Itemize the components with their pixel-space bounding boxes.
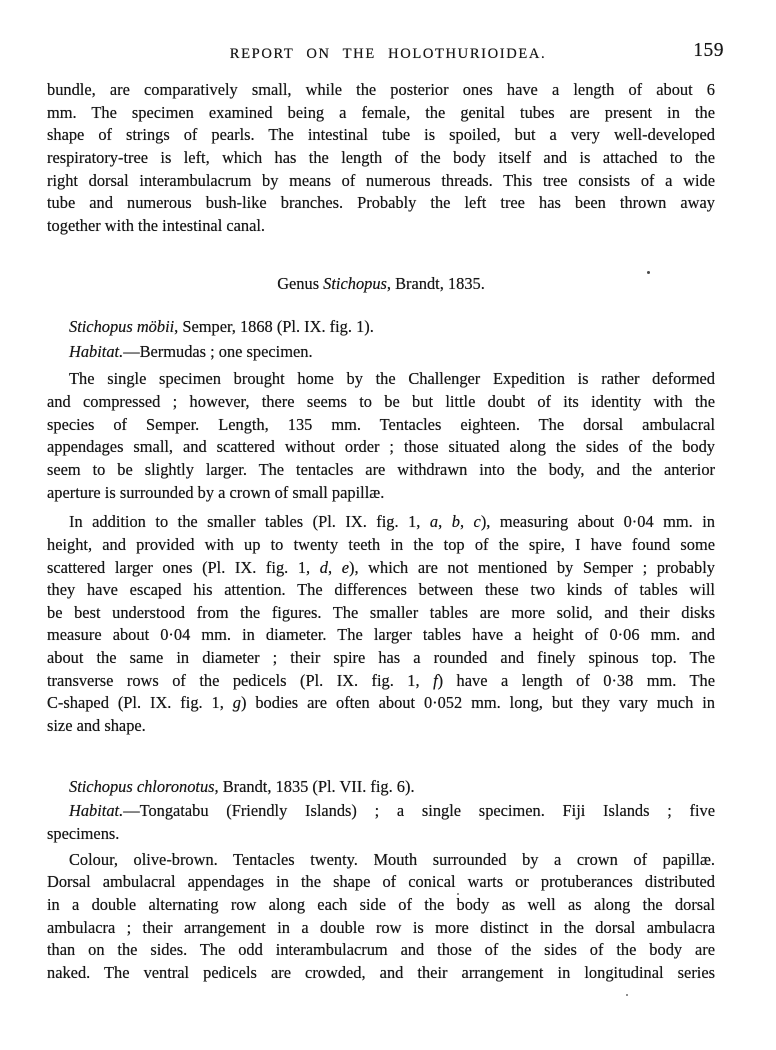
text-line (47, 800, 715, 823)
text-run: ) have a length of 0·38 mm. The (437, 670, 715, 690)
text-line (47, 894, 715, 917)
text-line (47, 459, 715, 482)
text-run: respiratory-tree is left, which has the length of the body itself and is attached to the (47, 147, 715, 167)
species-heading-chloronotus (47, 776, 715, 799)
italic-text-run: f (433, 670, 438, 690)
text-run: , Brandt, 1835. (386, 274, 485, 294)
text-line (47, 871, 715, 894)
text-run: —Bermudas ; one specimen. (123, 341, 313, 361)
text-line (47, 579, 715, 602)
text-run: Dorsal ambulacral appendages in the shape of conical warts or protuberances distributed (47, 872, 715, 892)
text-line (47, 962, 715, 985)
italic-text-run: Stichopus (323, 274, 387, 294)
text-line (47, 124, 715, 147)
text-run: C-shaped (Pl. IX. fig. 1, (47, 693, 233, 713)
page-number: 159 (693, 40, 724, 61)
habitat-mobii (47, 341, 715, 364)
italic-text-run: Habitat. (69, 341, 124, 361)
text-run: size and shape. (47, 716, 146, 736)
scan-speck (626, 994, 628, 996)
text-block (47, 79, 715, 984)
paragraph-chloronotus-description (47, 849, 715, 985)
text-line (47, 102, 715, 125)
text-line (47, 647, 715, 670)
text-run: transverse rows of the pedicels (Pl. IX. fig. 1, (47, 670, 434, 690)
scan-speck (647, 271, 650, 274)
text-line (47, 436, 715, 459)
text-run: In addition to the smaller tables (Pl. IX. fig. 1, (69, 512, 430, 532)
text-run: —Tongatabu (Friendly Islands) ; a single specimen. Fiji Islands ; five (123, 801, 715, 821)
scan-speck (457, 893, 459, 895)
text-line (47, 715, 715, 738)
text-line (47, 602, 715, 625)
habitat-chloronotus (47, 800, 715, 845)
text-line (47, 849, 715, 872)
text-line (47, 692, 715, 715)
text-line (47, 776, 715, 799)
italic-text-run: b (451, 512, 460, 532)
text-line (47, 147, 715, 170)
text-run: bundle, are comparatively small, while the posterior ones have a length of about 6 (47, 80, 715, 99)
text-run: than on the sides. The odd interambulacrum and those of the sides of the body are (47, 940, 715, 960)
text-line (47, 215, 715, 238)
text-run: ), which are not mentioned by Semper ; probably (349, 557, 715, 577)
italic-text-run: c (473, 512, 481, 532)
italic-text-run: Stichopus möbii (69, 317, 175, 337)
text-line (47, 414, 715, 437)
text-run: be best understood from the figures. The smaller tables are more solid, and their disks (47, 602, 715, 622)
text-run: The single specimen brought home by the Challenger Expedition is rather deformed (69, 369, 715, 389)
text-line (47, 79, 715, 102)
text-line (47, 823, 715, 846)
text-run: Colour, olive-brown. Tentacles twenty. Mouth surrounded by a crown of papillæ. (69, 849, 715, 869)
text-run: aperture is surrounded by a crown of small papillæ. (47, 482, 385, 502)
text-line (47, 316, 715, 339)
text-run: species of Semper. Length, 135 mm. Tentacles eighteen. The dorsal ambulacral (47, 414, 715, 434)
text-run: together with the intestinal canal. (47, 215, 266, 235)
text-run: Genus (277, 274, 324, 294)
text-run: seem to be slightly larger. The tentacles are withdrawn into the body, and the anterior (47, 459, 715, 479)
paragraph-tables-description (47, 511, 715, 737)
text-run: and compressed ; however, there seems to be but little doubt of its identity with the (47, 392, 715, 412)
text-run: scattered larger ones (Pl. IX. fig. 1, (47, 557, 320, 577)
italic-text-run: a (429, 512, 439, 532)
text-run: height, and provided with up to twenty teeth in the top of the spire, I have found some (47, 534, 715, 554)
text-line (47, 939, 715, 962)
text-run: naked. The ventral pedicels are crowded, and their arrangement in longitudinal series (47, 962, 715, 982)
text-run: , (327, 557, 342, 577)
text-run: mm. The specimen examined being a female, the genital tubes are present in the (47, 102, 715, 122)
text-run: , Brandt, 1835 (Pl. VII. fig. 6). (214, 776, 415, 796)
text-run: appendages small, and scattered without order ; those situated along the sides of the body (47, 437, 715, 457)
text-line (47, 624, 715, 647)
text-run: ambulacra ; their arrangement in a double row is more distinct in the dorsal ambulacra (47, 917, 715, 937)
genus-heading (47, 273, 715, 296)
text-line (47, 368, 715, 391)
text-run: tube and numerous bush-like branches. Probably the left tree has been thrown away (47, 193, 715, 213)
text-line (47, 482, 715, 505)
text-line (47, 192, 715, 215)
text-run: , (438, 512, 452, 532)
text-run: specimens. (47, 823, 120, 843)
species-heading-mobii (47, 316, 715, 339)
text-run: shape of strings of pearls. The intestinal tube is spoiled, but a very well-developed (47, 125, 715, 145)
text-run: , (459, 512, 474, 532)
text-run: ) bodies are often about 0·052 mm. long, but they vary much in (240, 693, 715, 713)
text-line (47, 917, 715, 940)
paragraph-continuation (47, 79, 715, 237)
text-run: right dorsal interambulacrum by means of numerous threads. This tree consists of a wide (47, 170, 715, 190)
running-title: REPORT ON THE HOLOTHURIOIDEA. (229, 46, 547, 62)
text-line (47, 557, 715, 580)
text-line (47, 534, 715, 557)
text-run: ), measuring about 0·04 mm. in (480, 512, 715, 532)
text-run: about the same in diameter ; their spire has a rounded and finely spinous top. The (47, 648, 715, 668)
italic-text-run: d (319, 557, 328, 577)
text-run: measure about 0·04 mm. in diameter. The larger tables have a height of 0·06 mm. and (47, 625, 715, 645)
text-line (47, 341, 715, 364)
text-line (47, 511, 715, 534)
text-line (47, 391, 715, 414)
text-line (47, 273, 715, 296)
text-line (47, 170, 715, 193)
text-line (47, 670, 715, 693)
italic-text-run: e (341, 557, 349, 577)
italic-text-run: Habitat. (69, 801, 124, 821)
italic-text-run: Stichopus chloronotus (69, 776, 215, 796)
text-run: they have escaped his attention. The differences between these two kinds of tables will (47, 580, 715, 600)
text-run: in a double alternating row along each side of the body as well as along the dorsal (47, 894, 715, 914)
paragraph-specimen-description (47, 368, 715, 504)
italic-text-run: g (232, 693, 241, 713)
text-run: , Semper, 1868 (Pl. IX. fig. 1). (174, 317, 374, 337)
